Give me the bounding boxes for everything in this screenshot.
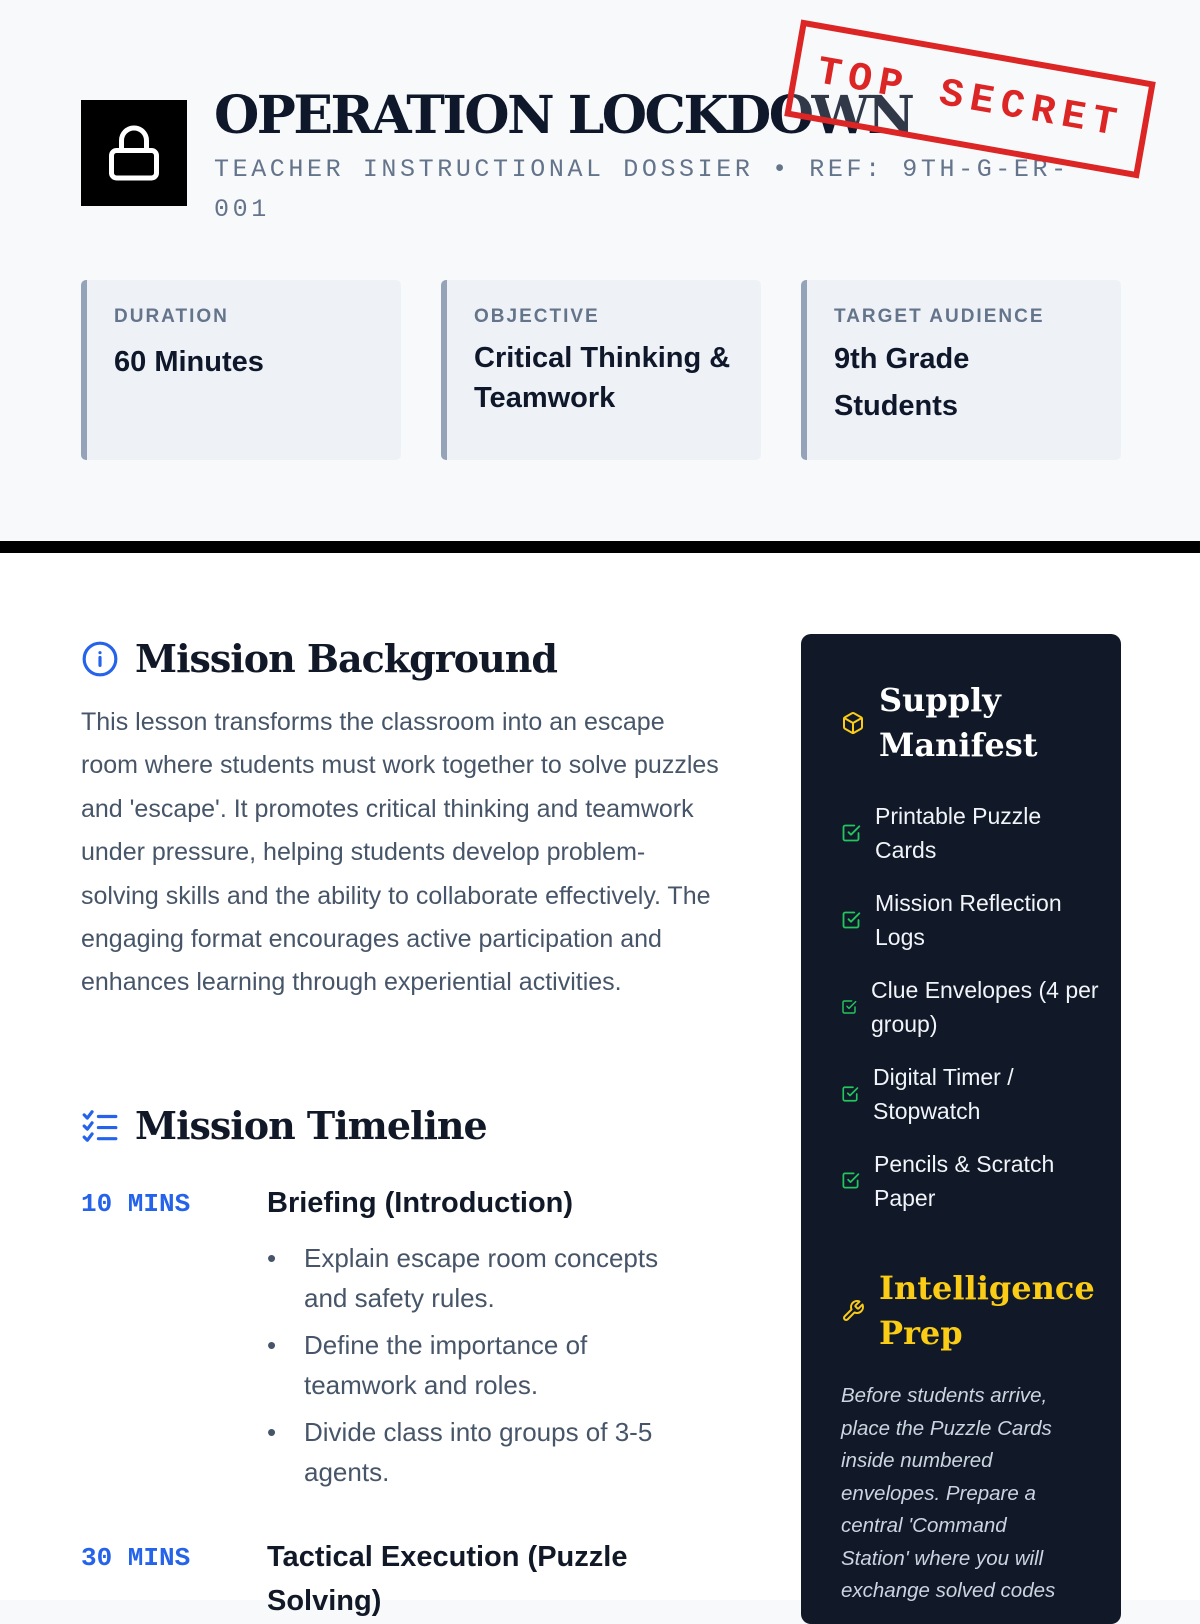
checkbox-checked-icon [841,910,861,930]
section-title: Mission Background [135,636,557,681]
info-icon [81,640,119,678]
phase-items [267,1238,707,1499]
stat-label: TARGET AUDIENCE [834,306,1045,327]
stat-card-audience [801,280,1121,460]
intel-paragraph: Before students arrive, place the Puzzle Cards inside numbered envelopes. Prepare a central 'Command Station' where you will exchange solved codes [841,1384,1056,1602]
supply-item-label: Clue Envelopes (4 per group) [871,976,1099,1037]
package-icon [841,711,865,735]
list-item-text: Explain escape room concepts and safety rules. [304,1243,659,1313]
list-item [841,963,1101,1050]
timeline-heading [81,1103,487,1148]
stat-card-duration [81,280,401,460]
supply-list [841,789,1101,1224]
sidebar-title: Intelligence Prep [879,1269,1095,1352]
checkbox-checked-icon [841,1171,860,1190]
background-heading [81,636,557,681]
page-title: OPERATION LOCKDOWN [214,85,913,146]
section-divider [0,541,1200,553]
list-item-text: Define the importance of teamwork and roles. [304,1330,588,1400]
stat-value: 60 Minutes [114,346,264,378]
stat-value: 9th Grade Students [834,343,970,422]
sidebar-panel [801,634,1121,1624]
list-item [267,1412,707,1492]
list-item [267,1238,707,1318]
lock-icon-badge [81,100,187,206]
supply-item-label: Mission Reflection Logs [875,889,1062,950]
lock-icon [104,123,164,183]
list-item [841,1050,1101,1137]
supply-heading [841,678,1059,768]
supply-item-label: Printable Puzzle Cards [875,802,1042,863]
supply-item-label: Digital Timer / Stopwatch [873,1063,1014,1124]
checklist-icon [81,1107,119,1145]
sidebar-title: Supply Manifest [879,681,1038,764]
list-item [267,1325,707,1405]
phase-time: 30 MINS [81,1543,191,1573]
dossier-header [0,0,1200,542]
wrench-icon [841,1299,865,1323]
checkbox-checked-icon [841,823,861,843]
list-item-text: Divide class into groups of 3-5 agents. [304,1417,653,1487]
phase-title: Tactical Execution (Puzzle Solving) [267,1541,628,1617]
checkbox-checked-icon [841,999,857,1015]
top-secret-stamp: TOP SECRET [784,19,1156,178]
dossier-subtitle: TEACHER INSTRUCTIONAL DOSSIER • REF: 9TH-G-ER-001 [214,155,1070,224]
stat-label: OBJECTIVE [474,306,600,327]
checkbox-checked-icon [841,1085,859,1103]
list-item [841,789,1101,876]
section-title: Mission Timeline [135,1103,487,1148]
stat-label: DURATION [114,306,229,327]
stat-value: Critical Thinking & Teamwork [474,342,731,414]
background-paragraph: This lesson transforms the classroom into an escape room where students must work together to solve puzzles and 'escape'. It promotes critical thinking and teamwork under pressure, helping students develop problem-solving skills and the ability to collaborate effectively. The engaging format encourages active participation and enhances learning through experiential activities. [81,708,719,997]
intel-heading [841,1266,1095,1356]
list-item [841,876,1101,963]
phase-title: Briefing (Introduction) [267,1187,574,1219]
phase-time: 10 MINS [81,1189,191,1219]
supply-item-label: Pencils & Scratch Paper [874,1150,1055,1211]
list-item [841,1137,1101,1224]
stat-card-objective [441,280,761,460]
